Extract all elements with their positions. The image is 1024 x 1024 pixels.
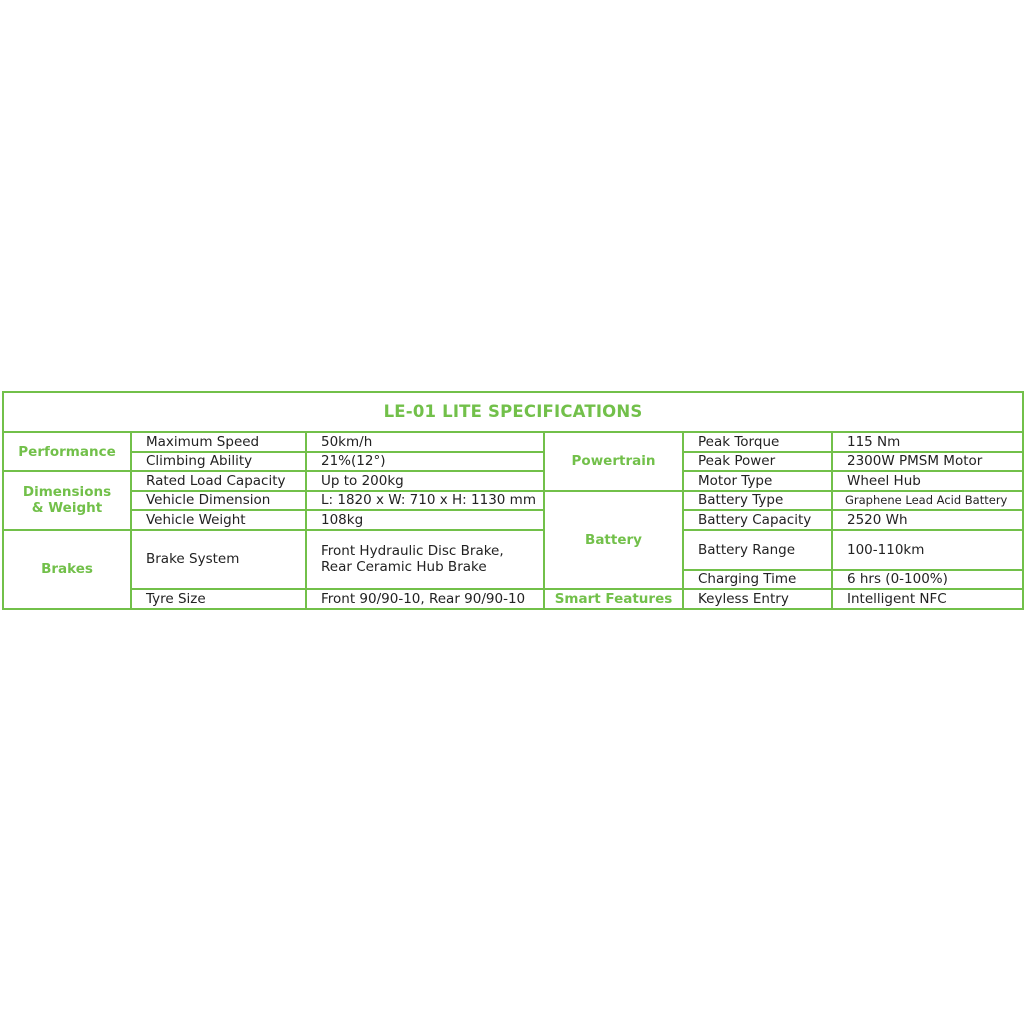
spec-value-line1: Front Hydraulic Disc Brake,: [321, 543, 504, 560]
table-row: [3, 471, 1023, 491]
spec-value: 2520 Wh: [832, 510, 1023, 530]
spec-value: Front 90/90-10, Rear 90/90-10: [306, 589, 544, 609]
spec-value: Up to 200kg: [306, 471, 544, 491]
category-brakes: Brakes: [3, 530, 131, 609]
category-dimensions-line1: Dimensions: [22, 484, 112, 501]
table-row: [3, 452, 1023, 472]
spec-label: Charging Time: [683, 570, 832, 590]
spec-value: Graphene Lead Acid Battery: [832, 491, 1023, 511]
spec-label: Vehicle Dimension: [131, 491, 306, 511]
spec-label: Maximum Speed: [131, 432, 306, 452]
spec-label: Battery Range: [683, 530, 832, 570]
spec-label: Battery Capacity: [683, 510, 832, 530]
spec-label: Climbing Ability: [131, 452, 306, 472]
spec-value: 2300W PMSM Motor: [832, 452, 1023, 472]
category-dimensions-line2: & Weight: [31, 500, 103, 517]
table-row: [3, 530, 1023, 570]
spec-label: Vehicle Weight: [131, 510, 306, 530]
spec-value: 21%(12°): [306, 452, 544, 472]
spec-table: [2, 391, 1024, 610]
table-row: [3, 589, 1023, 609]
spec-value: [306, 530, 544, 590]
spec-value: 100-110km: [832, 530, 1023, 570]
table-row: [3, 432, 1023, 452]
spec-value: 6 hrs (0-100%): [832, 570, 1023, 590]
category-performance: Performance: [3, 432, 131, 471]
spec-label: Peak Power: [683, 452, 832, 472]
spec-label: Motor Type: [683, 471, 832, 491]
category-dimensions: [3, 471, 131, 530]
spec-value-line2: Rear Ceramic Hub Brake: [321, 559, 487, 576]
table-row: [3, 510, 1023, 530]
spec-label: Battery Type: [683, 491, 832, 511]
spec-label: Keyless Entry: [683, 589, 832, 609]
spec-value: 115 Nm: [832, 432, 1023, 452]
title-row: [3, 392, 1023, 432]
spec-value: Wheel Hub: [832, 471, 1023, 491]
category-battery: Battery: [544, 491, 683, 590]
category-powertrain: Powertrain: [544, 432, 683, 491]
spec-label: Brake System: [131, 530, 306, 590]
spec-value: L: 1820 x W: 710 x H: 1130 mm: [306, 491, 544, 511]
spec-value: Intelligent NFC: [832, 589, 1023, 609]
spec-label: Rated Load Capacity: [131, 471, 306, 491]
spec-value: 50km/h: [306, 432, 544, 452]
spec-value: 108kg: [306, 510, 544, 530]
category-smart-features: Smart Features: [544, 589, 683, 609]
spec-label: Peak Torque: [683, 432, 832, 452]
page-title: LE-01 LITE SPECIFICATIONS: [3, 392, 1023, 432]
spec-label: Tyre Size: [131, 589, 306, 609]
spec-sheet: [2, 391, 1022, 610]
table-row: [3, 491, 1023, 511]
